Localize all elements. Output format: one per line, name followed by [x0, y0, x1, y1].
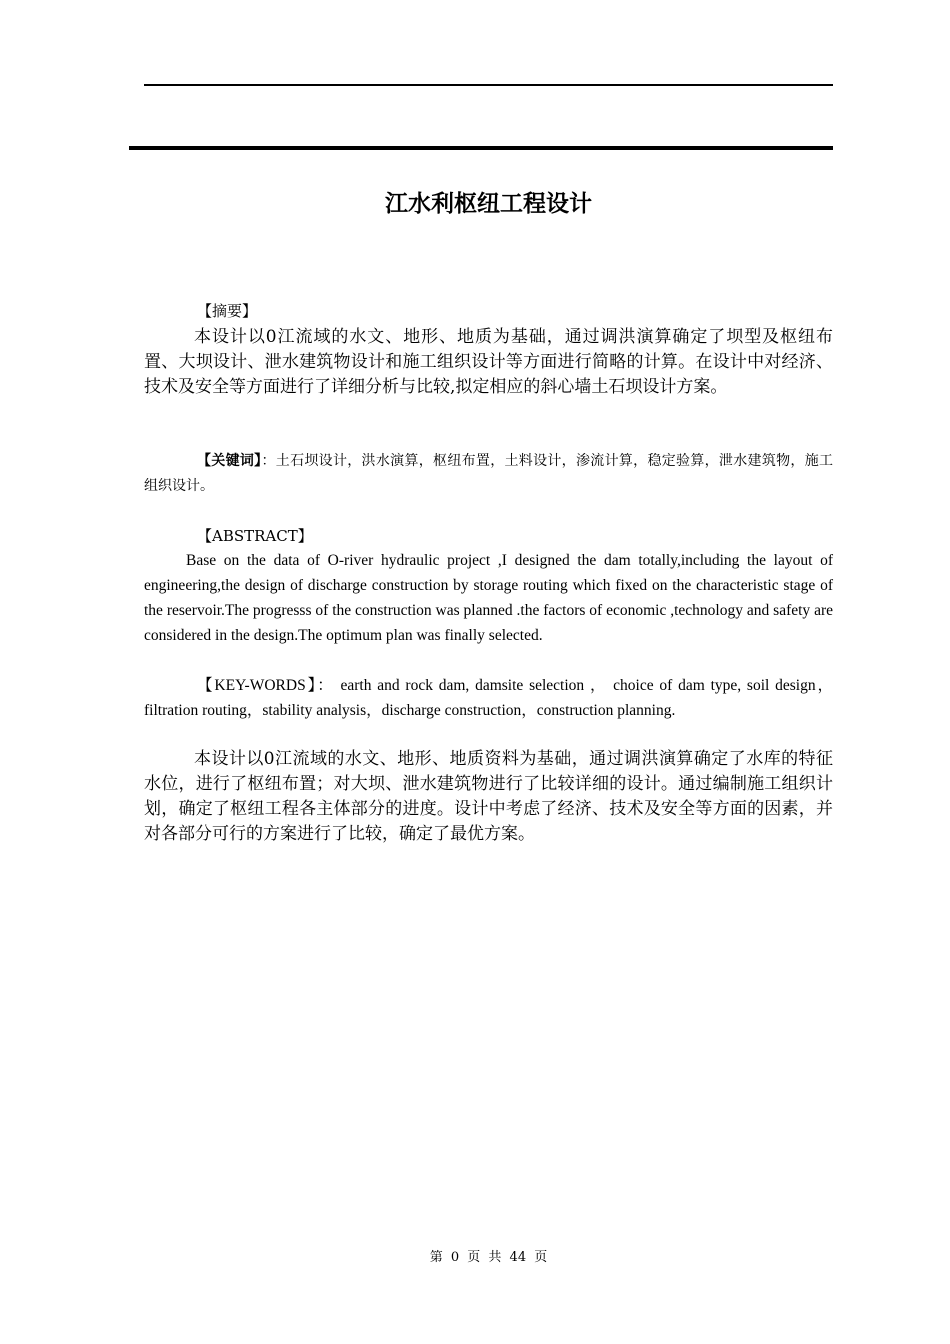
- document-title: 江水利枢纽工程设计: [385, 191, 592, 217]
- summary-cn-paragraph: 本设计以0江流域的水文、地形、地质资料为基础，通过调洪演算确定了水库的特征水位，进行了枢纽布置；对大坝、泄水建筑物进行了比较详细的设计。通过编制施工组织计划，确定了枢纽工程各主体部分的进度。设计中考虑了经济、技术及安全等方面的因素，并对各部分可行的方案进行了比较，确定了最优方案。: [144, 749, 833, 844]
- keywords-cn-label: 【关键词】: [197, 453, 262, 469]
- page-number: 第 0 页 共 44 页: [429, 1250, 548, 1265]
- keywords-en-paragraph: [144, 673, 833, 723]
- header-rule-thin: [144, 84, 833, 86]
- keywords-cn-paragraph: [144, 449, 833, 499]
- abstract-en-paragraph: Base on the data of O-river hydraulic project ,I designed the dam totally,including the layout of engineering,the design of discharge construction by storage routing which fixed on the characteristic stage of the reservoir.The progresss of the construction was planned .the factors of economic ,technology and safety are considered in the design.The optimum plan was finally selected.: [144, 552, 833, 644]
- keywords-en-label: 【KEY-WORDS】: [197, 677, 318, 694]
- header-rule-thick: [129, 146, 833, 150]
- abstract-en-heading: 【ABSTRACT】: [197, 527, 313, 545]
- abstract-heading: 【摘要】: [197, 302, 258, 320]
- keywords-cn-text: ：土石坝设计，洪水演算，枢纽布置，土料设计，渗流计算，稳定验算，泄水建筑物，施工组织设计。: [144, 453, 834, 494]
- abstract-cn-paragraph: 本设计以0江流域的水文、地形、地质为基础，通过调洪演算确定了坝型及枢纽布置、大坝设计、泄水建筑物设计和施工组织设计等方面进行简略的计算。在设计中对经济、技术及安全等方面进行了详细分析与比较,拟定相应的斜心墙土石坝设计方案。: [144, 327, 833, 397]
- keywords-en-text: ： earth and rock dam, damsite selection ， choice of dam type, soil design， filtration routing，stability analysis，discharge construction，construction planning.: [144, 677, 833, 719]
